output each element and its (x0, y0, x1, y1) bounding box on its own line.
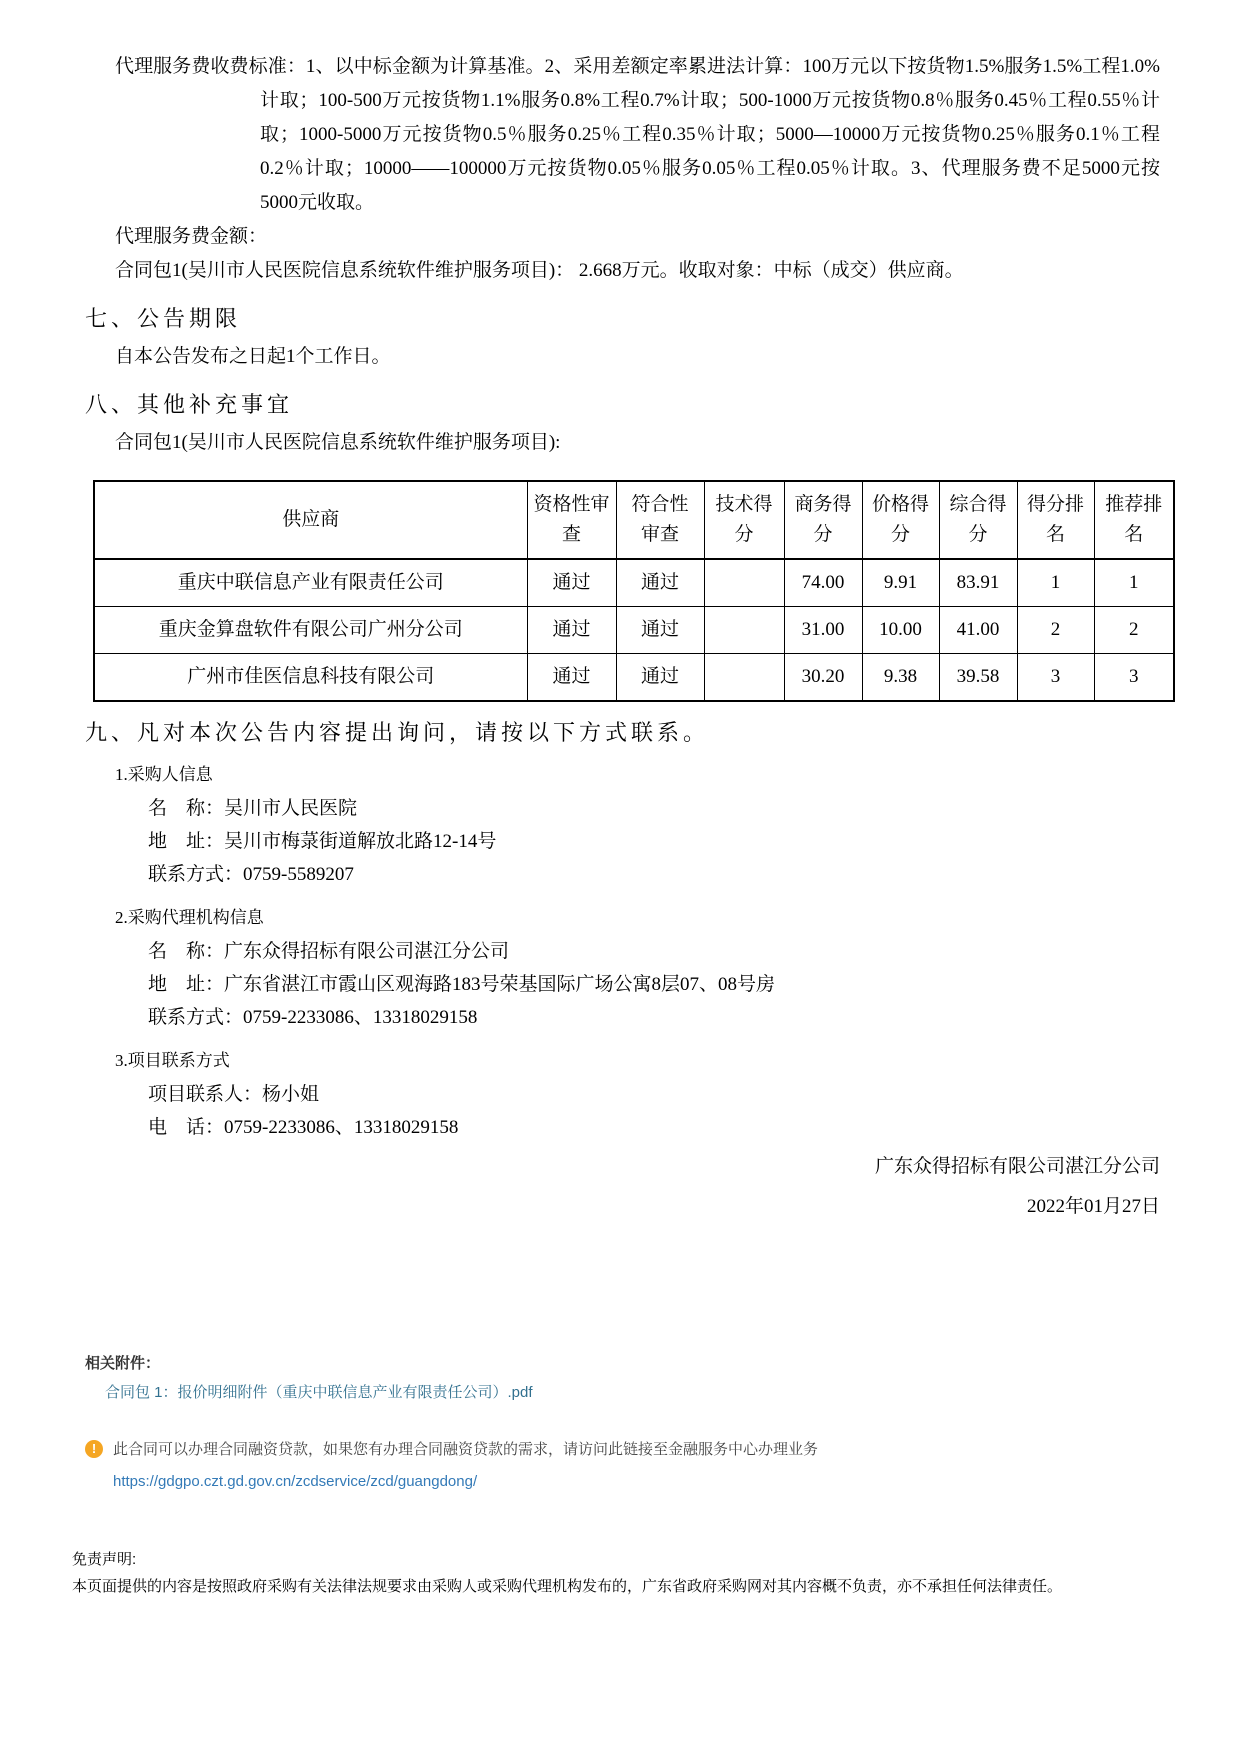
supplier-name: 重庆金算盘软件有限公司广州分公司 (94, 607, 527, 654)
related-attachments (0, 1352, 1242, 1402)
supplier-name: 重庆中联信息产业有限责任公司 (94, 559, 527, 607)
agency-address: 地 址：广东省湛江市霞山区观海路183号荣基国际广场公寓8层07、08号房 (148, 974, 776, 995)
attachment-pdf-link[interactable]: 合同包 1：报价明细附件（重庆中联信息产业有限责任公司）.pdf (105, 1384, 533, 1401)
qualification-review: 通过 (527, 559, 616, 607)
business-score: 74.00 (784, 559, 862, 607)
technical-score (704, 654, 784, 702)
project-contact-label: 3.项目联系方式 (115, 1051, 230, 1070)
purchaser-name: 名 称：吴川市人民医院 (148, 798, 358, 819)
agency-name: 名 称：广东众得招标有限公司湛江分公司 (148, 941, 510, 962)
project-contact-phone: 电 话：0759-2233086、13318029158 (148, 1117, 459, 1138)
project-contact-person: 项目联系人：杨小姐 (148, 1084, 320, 1105)
qualification-review: 通过 (527, 607, 616, 654)
supplier-name: 广州市佳医信息科技有限公司 (94, 654, 527, 702)
disclaimer (0, 1546, 1242, 1600)
finance-notice-text: 此合同可以办理合同融资贷款，如果您有办理合同融资贷款的需求，请访问此链接至金融服务中心办理业务 (113, 1441, 819, 1458)
qualification-review: 通过 (527, 654, 616, 702)
overall-score: 41.00 (939, 607, 1017, 654)
conformity-review: 通过 (616, 559, 704, 607)
score-rank: 1 (1017, 559, 1094, 607)
fee-standard-paragraph: 代理服务费收费标准：1、以中标金额为计算基准。2、采用差额定率累进法计算：100万元以下按货物1.5%服务1.5%工程1.0%计取；100-500万元按货物1.1%服务0.8%工程0.7%计取；500-1000万元按货物0.8％服务0.45％工程0.55％计取；1000-5000万元按货物0.5％服务0.25％工程0.35％计取；5000—10000万元按货物0.25％服务0.1％工程0.2％计取；10000——100000万元按货物0.05％服务0.05％工程0.05％计取。3、代理服务费不足5000元按5000元收取。 (115, 56, 1160, 213)
section-8-intro: 合同包1(吴川市人民医院信息系统软件维护服务项目): (115, 432, 561, 453)
overall-score: 39.58 (939, 654, 1017, 702)
score-rank: 2 (1017, 607, 1094, 654)
table-row (94, 559, 1174, 607)
signature-company: 广东众得招标有限公司湛江分公司 (874, 1156, 1160, 1177)
disclaimer-title: 免责声明: (72, 1551, 137, 1568)
col-header-conformity-review: 符合性审查 (616, 481, 704, 559)
col-header-business-score: 商务得分 (784, 481, 862, 559)
fee-amount-value: 合同包1(吴川市人民医院信息系统软件维护服务项目)： 2.668万元。收取对象：中标（成交）供应商。 (115, 260, 964, 281)
col-header-score-rank: 得分排名 (1017, 481, 1094, 559)
purchaser-address: 地 址：吴川市梅菉街道解放北路12-14号 (148, 831, 497, 852)
signature-date: 2022年01月27日 (1026, 1196, 1160, 1217)
purchaser-phone: 联系方式：0759-5589207 (148, 864, 354, 885)
recommend-rank: 1 (1094, 559, 1174, 607)
col-header-technical-score: 技术得分 (704, 481, 784, 559)
disclaimer-body: 本页面提供的内容是按照政府采购有关法律法规要求由采购人或采购代理机构发布的，广东省政府采购网对其内容概不负责，亦不承担任何法律责任。 (72, 1578, 1063, 1595)
agency-phone: 联系方式：0759-2233086、13318029158 (148, 1007, 478, 1028)
col-header-qualification-review: 资格性审查 (527, 481, 616, 559)
section-9-title: 九、凡对本次公告内容提出询问，请按以下方式联系。 (85, 720, 710, 745)
technical-score (704, 607, 784, 654)
finance-notice (0, 1438, 1242, 1490)
col-header-price-score: 价格得分 (862, 481, 939, 559)
col-header-recommend-rank: 推荐排名 (1094, 481, 1174, 559)
price-score: 9.91 (862, 559, 939, 607)
section-8-title: 八、其他补充事宜 (85, 392, 294, 417)
attachments-title: 相关附件： (85, 1355, 161, 1372)
finance-service-url-link[interactable]: https://gdgpo.czt.gd.gov.cn/zcdservice/zcd/guangdong/ (113, 1473, 478, 1490)
section-7-body: 自本公告发布之日起1个工作日。 (115, 346, 391, 367)
section-7-title: 七、公告期限 (85, 306, 242, 331)
fee-amount-label: 代理服务费金额： (115, 226, 268, 247)
business-score: 31.00 (784, 607, 862, 654)
purchaser-info-label: 1.采购人信息 (115, 765, 213, 784)
agency-info-label: 2.采购代理机构信息 (115, 908, 264, 927)
overall-score: 83.91 (939, 559, 1017, 607)
technical-score (704, 559, 784, 607)
exclamation-circle-icon (85, 1440, 103, 1458)
col-header-overall-score: 综合得分 (939, 481, 1017, 559)
table-header-row (94, 481, 1174, 559)
recommend-rank: 3 (1094, 654, 1174, 702)
conformity-review: 通过 (616, 654, 704, 702)
supplier-score-table (93, 480, 1175, 702)
score-rank: 3 (1017, 654, 1094, 702)
col-header-supplier: 供应商 (94, 481, 527, 559)
price-score: 9.38 (862, 654, 939, 702)
recommend-rank: 2 (1094, 607, 1174, 654)
price-score: 10.00 (862, 607, 939, 654)
conformity-review: 通过 (616, 607, 704, 654)
business-score: 30.20 (784, 654, 862, 702)
table-row (94, 607, 1174, 654)
table-row (94, 654, 1174, 702)
